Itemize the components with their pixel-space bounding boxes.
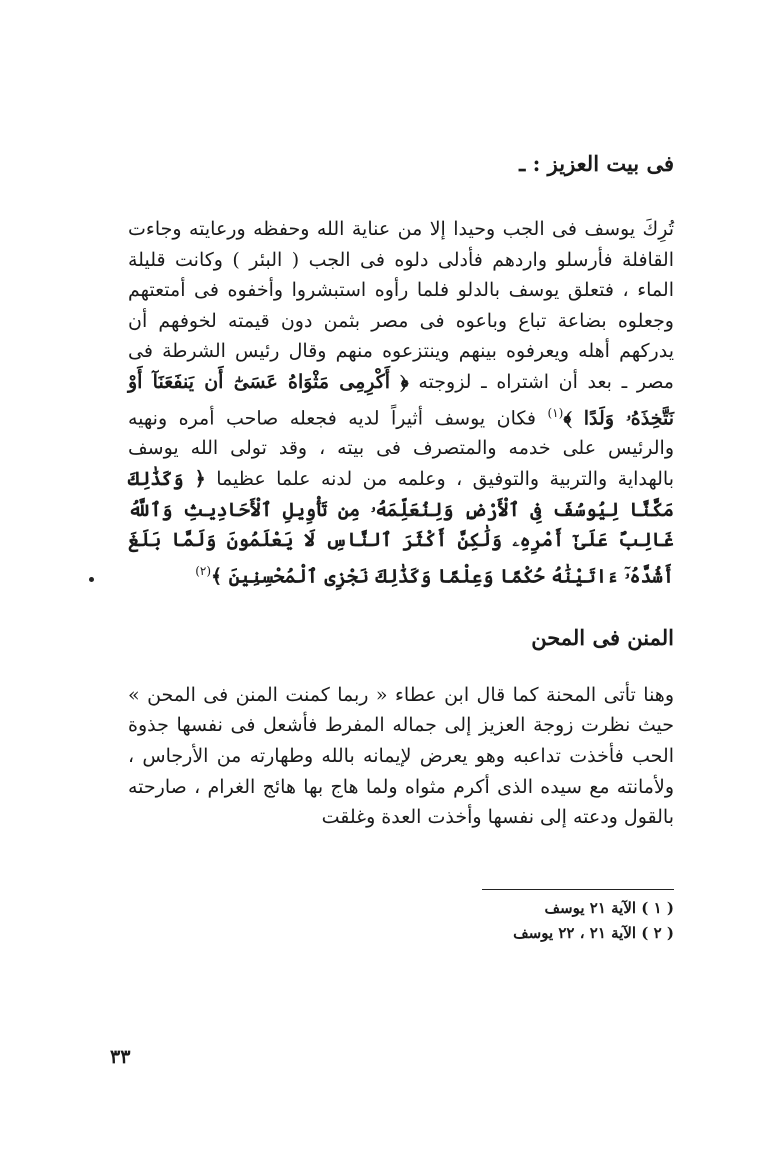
- footnote-1: ( ١ ) الآية ٢١ يوسف: [544, 899, 674, 917]
- page-body: [128, 140, 674, 833]
- quran-verse-1: ﴿ أَكْرِمِى مَثْوَاهُ عَسَىٰٓ أَن يَنفَعَنَآ أَوْ نَتَّخِذَهُۥ وَلَدًا ﴾: [128, 370, 675, 429]
- paragraph-trials: وهنا تأتى المحنة كما قال ابن عطاء « ربما كمنت المنن فى المحن » حيث نظرت زوجة العزيز إلى جماله المفرط فأشعل فى نفسها جذوة الحب فأخذت تداعبه وهو يعرض لإيمانه بالله وطهارته من الأرجاس ، ولأمانته مع سيده الذى أكرم مثواه ولما هاج بها هائج الغرام ، صارحته بالقول ودعته إلى نفسها وأخذت العدة وغلقت: [128, 683, 674, 829]
- margin-dot: [89, 577, 94, 582]
- page-number: ٣٣: [110, 1046, 131, 1068]
- footnotes: [382, 896, 674, 946]
- paragraph-aziz-house: [128, 214, 674, 592]
- section-heading-trials: المنن فى المحن: [531, 624, 674, 650]
- footnote-separator: [482, 889, 674, 890]
- footnote-ref-1: (١): [547, 405, 564, 420]
- body-text-a: تُرِكَ يوسف فى الجب وحيدا إلا من عناية الله وحفظه ورعايته وجاءت القافلة فأرسلو واردهم فأدلى دلوه فى الجب ( البئر ) وكانت قليلة الماء ، فتعلق يوسف بالدلو فلما رأوه استبشروا وأخفوه فى أمتعتهم وجعلوه بضاعة تباع وباعوه فى مصر بثمن دون قيمته لخوفهم أن يدركهم أهله ويعرفوه بينهم وينتزعوه منهم وقال رئيس الشرطة فى مصر ـ بعد أن اشتراه ـ لزوجته: [128, 218, 674, 393]
- body-text-b: فكان يوسف أثيراً لديه فجعله صاحب أمره ونهيه والرئيس على خدمه والمتصرف فى بيته ، وقد تولى الله يوسف بالهداية والتربية والتوفيق ، وعلمه من لدنه علما عظيما: [128, 406, 674, 491]
- section-heading-aziz-house: فى بيت العزيز : ـ: [519, 151, 674, 176]
- quran-verse-2: ﴿ وَكَذَٰلِكَ مَكَّنَّا لِيُوسُفَ فِى ٱلْأَرْضِ وَلِنُعَلِّمَهُۥ مِن تَأْوِيلِ ٱلْأَحَادِيثِ وَٱللَّهُ غَالِبٌ عَلَىٰٓ أَمْرِهِۦ وَلَٰكِنَّ أَكْثَرَ ٱلنَّاسِ لَا يَعْلَمُونَ وَلَمَّا بَلَغَ أَشُدَّهُۥٓ ءَاتَيْنَٰهُ حُكْمًا وَعِلْمًا وَكَذَٰلِكَ نَجْزِى ٱلْمُحْسِنِينَ ﴾: [128, 468, 674, 588]
- footnote-2: ( ٢ ) الآية ٢١ ، ٢٢ يوسف: [513, 924, 674, 942]
- footnote-ref-2: (٢): [195, 563, 212, 578]
